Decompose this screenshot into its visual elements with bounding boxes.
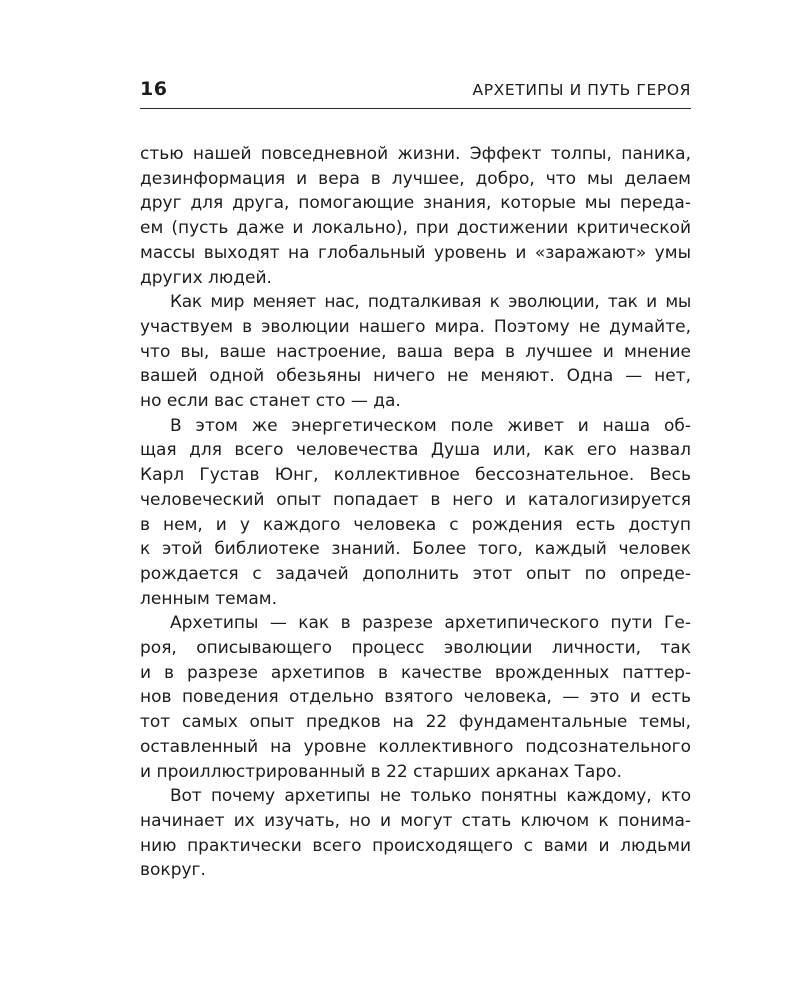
text-line: к этой библиотеке знаний. Более того, каждый человек xyxy=(140,539,691,560)
text-line: других людей. xyxy=(140,267,272,288)
text-line: ем (пусть даже и локально), при достижении критической xyxy=(140,218,691,239)
text-line: дезинформация и вера в лучшее, добро, что мы делаем xyxy=(140,168,691,189)
text-line: участвуем в эволюции нашего мира. Поэтому не думайте, xyxy=(140,316,691,337)
text-line: нов поведения отдельно взятого человека, — это и есть xyxy=(140,687,691,708)
text-line: Как мир меняет нас, подталкивая к эволюции, так и мы xyxy=(170,292,691,313)
text-line: роя, описывающего процесс эволюции личности, так xyxy=(140,638,691,659)
text-line: Архетипы — как в разрезе архетипического пути Ге- xyxy=(170,613,691,634)
running-title: АРХЕТИПЫ И ПУТЬ ГЕРОЯ xyxy=(472,81,691,99)
text-line: вокруг. xyxy=(140,860,206,881)
header-rule xyxy=(140,108,691,109)
text-line: но если вас станет сто — да. xyxy=(140,391,401,412)
text-line: в нем, и у каждого человека с рождения есть доступ xyxy=(140,514,691,535)
text-line: нию практически всего происходящего с вами и людьми xyxy=(140,835,691,856)
text-line: и в разрезе архетипов в качестве врожденных паттер- xyxy=(140,662,691,683)
text-line: стью нашей повседневной жизни. Эффект толпы, паника, xyxy=(140,144,691,164)
page-header xyxy=(140,76,691,102)
body-text xyxy=(140,142,691,883)
text-line: друг для друга, помогающие знания, которые мы переда- xyxy=(140,193,691,214)
text-line: В этом же энергетическом поле живет и наша об- xyxy=(170,415,691,436)
text-line: массы выходят на глобальный уровень и «заражают» умы xyxy=(140,242,691,263)
page-number: 16 xyxy=(140,78,168,100)
text-line: и проиллюстрированный в 22 старших арканах Таро. xyxy=(140,761,622,782)
text-line: человеческий опыт попадает в него и каталогизируется xyxy=(140,489,691,510)
text-line: щая для всего человечества Душа или, как его назвал xyxy=(140,440,691,461)
paragraph-2 xyxy=(140,290,691,414)
paragraph-5 xyxy=(140,784,691,883)
text-line: начинает их изучать, но и могут стать ключом к понима- xyxy=(140,810,691,831)
text-line: ленным темам. xyxy=(140,588,278,609)
text-line: рождается с задачей дополнить этот опыт по опреде- xyxy=(140,563,691,584)
text-line: вашей одной обезьяны ничего не меняют. Одна — нет, xyxy=(140,366,691,387)
paragraph-3 xyxy=(140,414,691,612)
text-line: тот самых опыт предков на 22 фундаментальные темы, xyxy=(140,712,691,733)
text-line: Карл Густав Юнг, коллективное бессознательное. Весь xyxy=(140,465,691,486)
text-line: Вот почему архетипы не только понятны каждому, кто xyxy=(170,786,691,807)
text-line: что вы, ваше настроение, ваша вера в лучшее и мнение xyxy=(140,341,691,362)
text-line: оставленный на уровне коллективного подсознательного xyxy=(140,736,691,757)
paragraph-1 xyxy=(140,142,691,290)
paragraph-4 xyxy=(140,611,691,784)
